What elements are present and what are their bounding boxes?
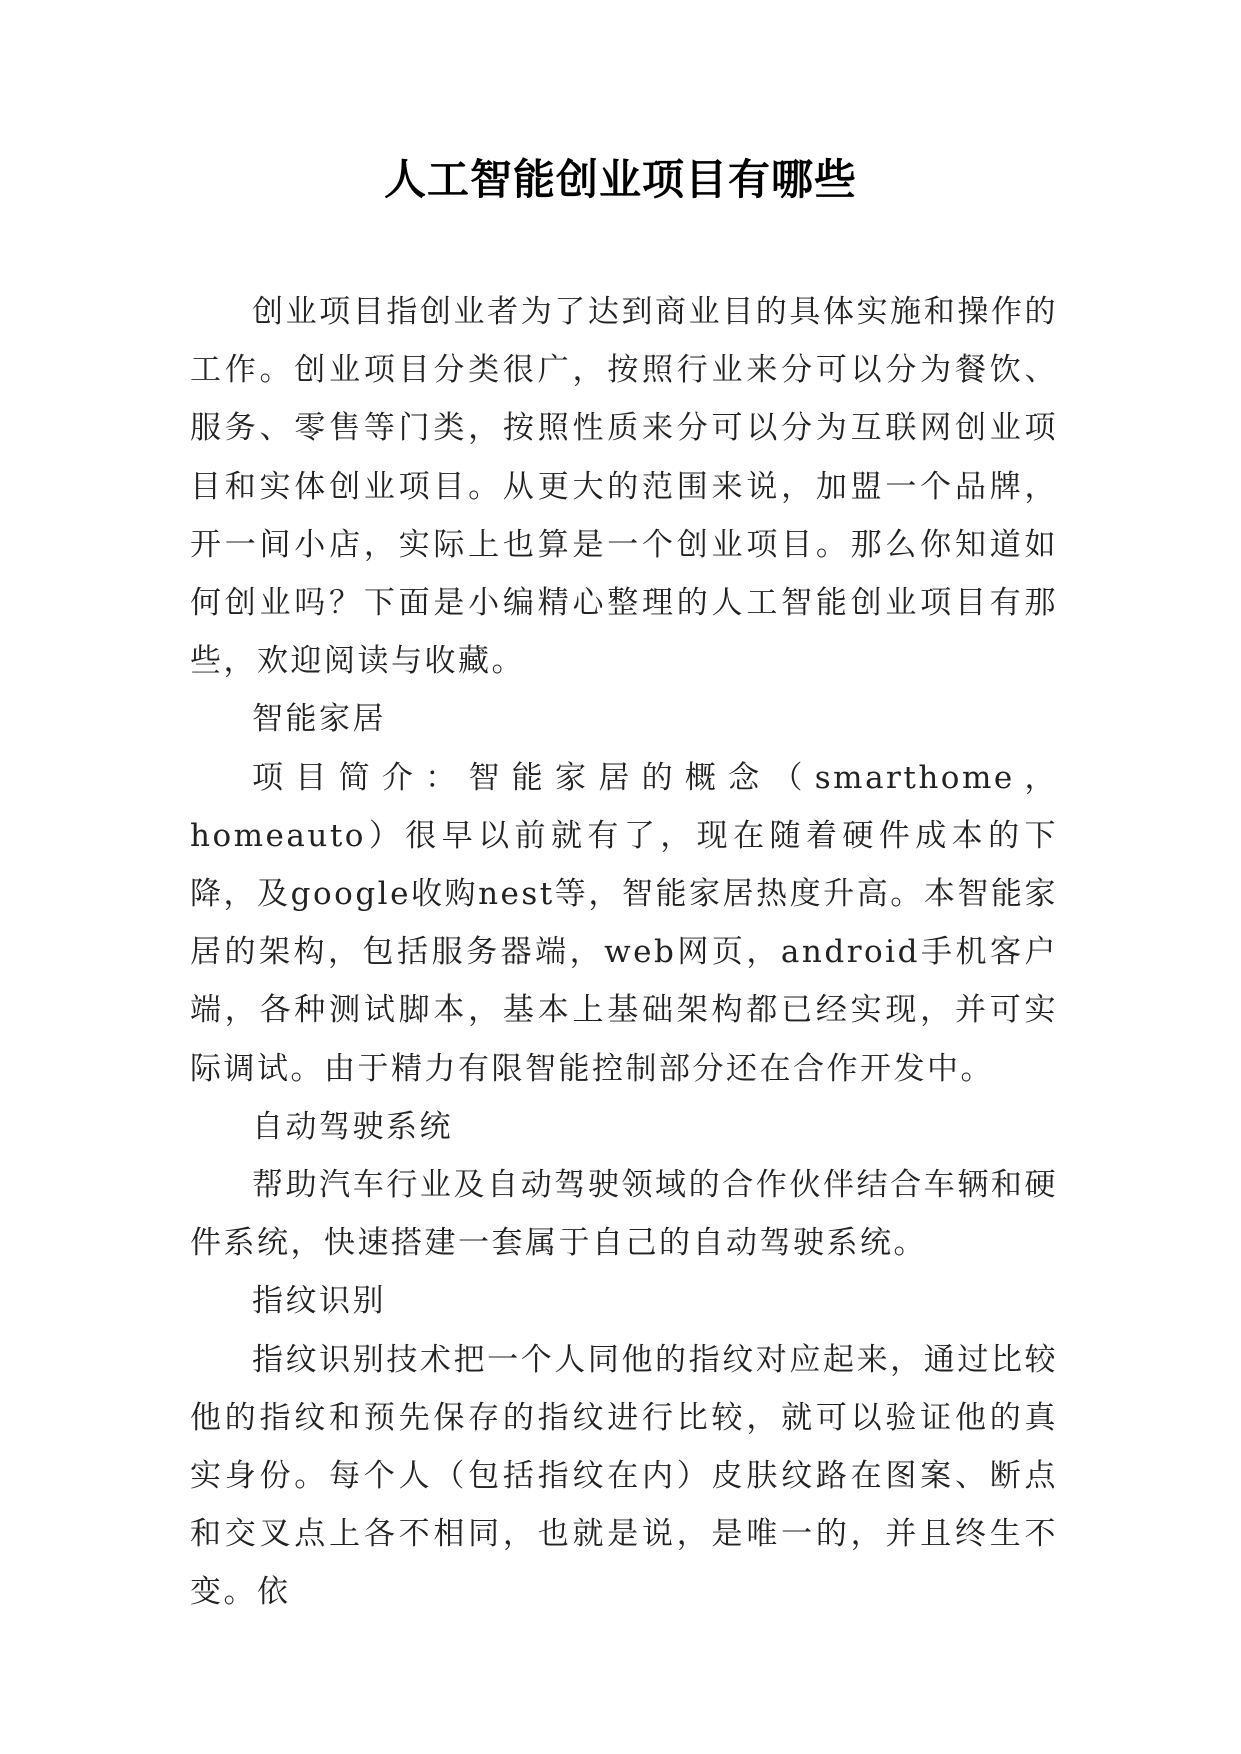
section-heading-fingerprint: 指纹识别 xyxy=(252,1283,386,1320)
document-title: 人工智能创业项目有哪些 xyxy=(383,155,857,204)
smart-home-paragraph: 项目简介：智能家居的概念（smarthome，homeauto）很早以前就有了，现在随着硬件成本的下降，及google收购nest等，智能家居热度升高。本智能家居的架构，包括服务器端，web网页，android手机客户端，各种测试脚本，基本上基础架构都已经实现，并可实际调试。由于精力有限智能控制部分还在合作开发中。 xyxy=(190,759,1058,1087)
section-heading-autonomous-driving: 自动驾驶系统 xyxy=(252,1108,453,1145)
fingerprint-paragraph: 指纹识别技术把一个人同他的指纹对应起来，通过比较他的指纹和预先保存的指纹进行比较，就可以验证他的真实身份。每个人（包括指纹在内）皮肤纹路在图案、断点和交叉点上各不相同，也就是说，是唯一的，并且终生不变。依 xyxy=(190,1341,1058,1611)
document-body xyxy=(190,283,1058,1622)
section-heading-smart-home: 智能家居 xyxy=(252,701,386,738)
intro-paragraph: 创业项目指创业者为了达到商业目的具体实施和操作的工作。创业项目分类很广，按照行业来分可以分为餐饮、服务、零售等门类，按照性质来分可以分为互联网创业项目和实体创业项目。从更大的范围来说，加盟一个品牌，开一间小店，实际上也算是一个创业项目。那么你知道如何创业吗？下面是小编精心整理的人工智能创业项目有那些，欢迎阅读与收藏。 xyxy=(190,294,1058,680)
autonomous-driving-paragraph: 帮助汽车行业及自动驾驶领域的合作伙伴结合车辆和硬件系统，快速搭建一套属于自己的自动驾驶系统。 xyxy=(190,1167,1058,1262)
